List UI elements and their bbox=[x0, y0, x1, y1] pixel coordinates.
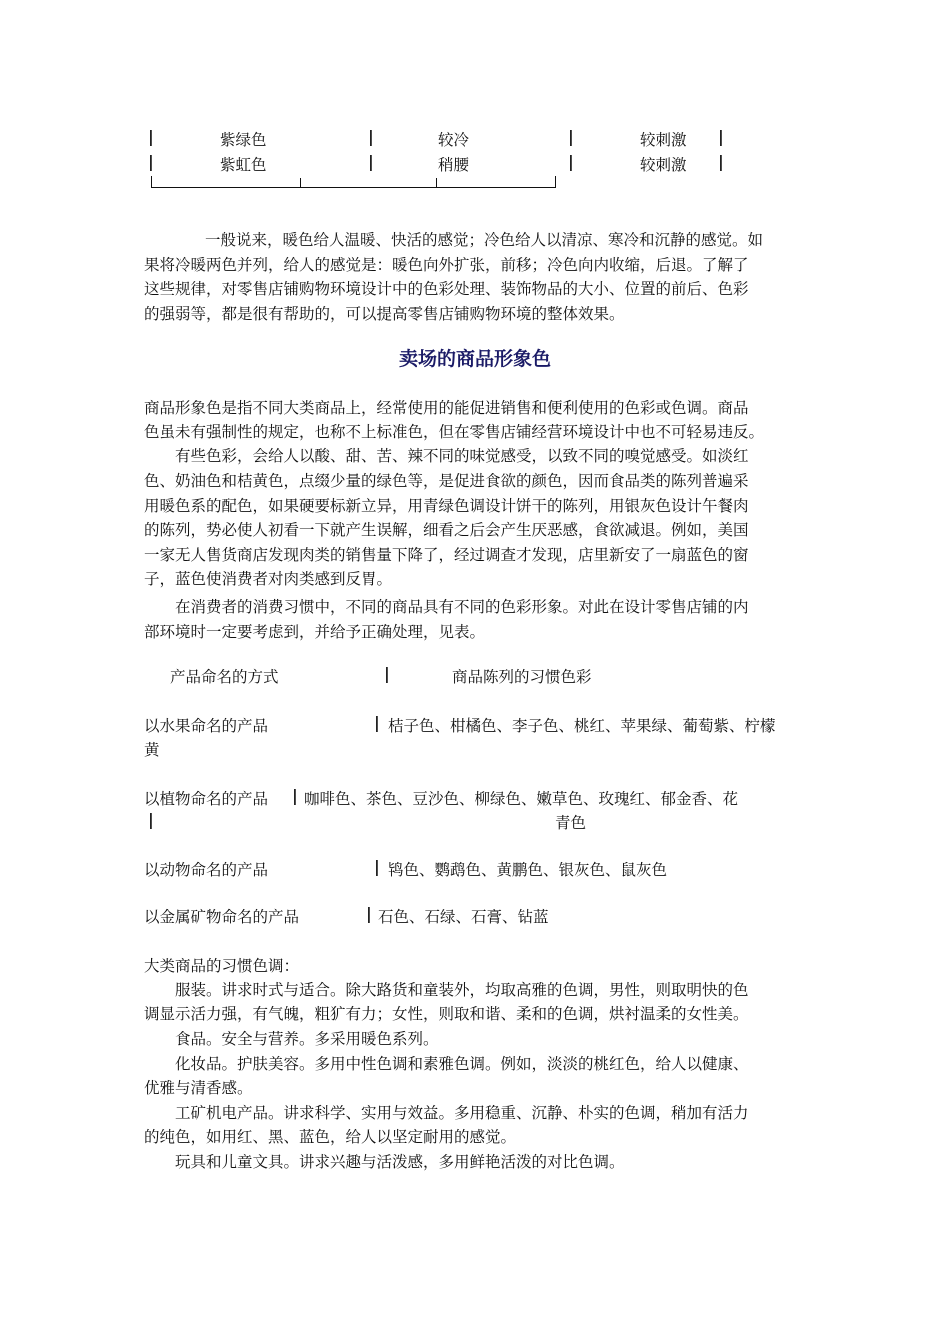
table-border bbox=[300, 178, 301, 188]
text-line: 服装。讲求时式与适合。除大路货和童装外，均取高雅的色调，男性，则取明快的色 bbox=[175, 981, 749, 999]
table-border: | bbox=[368, 127, 374, 146]
table-border: | bbox=[568, 152, 574, 171]
table-cell-color: 紫绿色 bbox=[220, 131, 267, 149]
table-row-colors: 咖啡色、茶色、豆沙色、柳绿色、嫩草色、玫瑰红、郁金香、花 bbox=[304, 790, 739, 808]
table-row-name: 以动物命名的产品 bbox=[144, 861, 269, 879]
table-row-name: 以金属矿物命名的产品 bbox=[144, 908, 300, 926]
table-border: | bbox=[384, 664, 390, 683]
table-row-colors: 桔子色、柑橘色、李子色、桃红、苹果绿、葡萄紫、柠檬 bbox=[388, 717, 776, 735]
table-border: | bbox=[374, 857, 380, 876]
table-row-name: 以水果命名的产品 bbox=[144, 717, 269, 735]
section-title: 卖场的商品形象色 bbox=[398, 348, 551, 370]
table-row-colors: 鸨色、鹦鹉色、黄鹏色、银灰色、鼠灰色 bbox=[388, 861, 668, 879]
text-line: 这些规律，对零售店铺购物环境设计中的色彩处理、装饰物品的大小、位置的前后、色彩 bbox=[144, 280, 749, 298]
text-line: 用暖色系的配色，如果硬要标新立异，用青绿色调设计饼干的陈列，用银灰色设计午餐肉 bbox=[144, 497, 749, 515]
table-row-colors: 石色、石绿、石膏、钻蓝 bbox=[378, 908, 549, 926]
table-border: | bbox=[148, 810, 154, 829]
text-line: 的强弱等，都是很有帮助的，可以提高零售店铺购物环境的整体效果。 bbox=[144, 305, 625, 323]
table-cell-temp: 稍腰 bbox=[438, 156, 470, 174]
text-line: 商品形象色是指不同大类商品上，经常使用的能促进销售和便利使用的色彩或色调。商品 bbox=[144, 399, 749, 417]
text-line: 的陈列，势必使人初看一下就产生误解，细看之后会产生厌恶感，食欲减退。例如，美国 bbox=[144, 521, 749, 539]
text-line: 在消费者的消费习惯中，不同的商品具有不同的色彩形象。对此在设计零售店铺的内 bbox=[175, 598, 749, 616]
text-line: 色、奶油色和桔黄色，点缀少量的绿色等，是促进食欲的颜色，因而食品类的陈列普遍采 bbox=[144, 472, 749, 490]
subheading: 大类商品的习惯色调： bbox=[144, 957, 300, 975]
table-border: | bbox=[292, 786, 298, 805]
table-border bbox=[555, 176, 556, 188]
table-row-colors-wrap: 黄 bbox=[144, 741, 160, 759]
text-line: 色虽未有强制性的规定，也称不上标准色，但在零售店铺经营环境设计中也不可轻易违反。 bbox=[144, 423, 765, 441]
text-line: 有些色彩，会给人以酸、甜、苦、辣不同的味觉感受，以致不同的嗅觉感受。如淡红 bbox=[175, 447, 749, 465]
table-border: | bbox=[718, 152, 724, 171]
text-line: 的纯色，如用红、黑、蓝色，给人以坚定耐用的感觉。 bbox=[144, 1128, 517, 1146]
table-row-name: 以植物命名的产品 bbox=[144, 790, 269, 808]
text-line: 玩具和儿童文具。讲求兴趣与活泼感，多用鲜艳活泼的对比色调。 bbox=[175, 1153, 625, 1171]
text-line: 一般说来，暖色给人温暖、快活的感觉；冷色给人以清凉、寒冷和沉静的感觉。如 bbox=[205, 231, 764, 249]
table-border: | bbox=[718, 127, 724, 146]
table-border: | bbox=[368, 152, 374, 171]
table-cell-effect: 较刺激 bbox=[640, 131, 687, 149]
text-line: 食品。安全与营养。多采用暖色系列。 bbox=[175, 1030, 439, 1048]
table-cell-color: 紫虹色 bbox=[220, 156, 267, 174]
text-line: 果将冷暖两色并列，给人的感觉是：暖色向外扩张，前移；冷色向内收缩，后退。了解了 bbox=[144, 256, 749, 274]
table-header: 产品命名的方式 bbox=[170, 668, 279, 686]
text-line: 工矿机电产品。讲求科学、实用与效益。多用稳重、沉静、朴实的色调，稍加有活力 bbox=[175, 1104, 749, 1122]
table-border: | bbox=[366, 904, 372, 923]
table-border: | bbox=[148, 152, 154, 171]
table-border: | bbox=[568, 127, 574, 146]
table-border: | bbox=[374, 713, 380, 732]
table-cell-temp: 较冷 bbox=[438, 131, 470, 149]
text-line: 优雅与清香感。 bbox=[144, 1079, 253, 1097]
text-line: 一家无人售货商店发现肉类的销售量下降了，经过调查才发现，店里新安了一扇蓝色的窗 bbox=[144, 546, 749, 564]
table-border bbox=[436, 178, 437, 188]
table-border: | bbox=[148, 127, 154, 146]
text-line: 子，蓝色使消费者对肉类感到反胃。 bbox=[144, 570, 393, 588]
table-cell-effect: 较刺激 bbox=[640, 156, 687, 174]
table-row-colors-wrap: 青色 bbox=[555, 814, 587, 832]
text-line: 部环境时一定要考虑到，并给予正确处理，见表。 bbox=[144, 623, 486, 641]
text-line: 化妆品。护肤美容。多用中性色调和素雅色调。例如，淡淡的桃红色，给人以健康、 bbox=[175, 1055, 749, 1073]
text-line: 调显示活力强，有气魄，粗犷有力；女性，则取和谐、柔和的色调，烘衬温柔的女性美。 bbox=[144, 1005, 749, 1023]
table-bottom-rule bbox=[151, 187, 555, 188]
table-header: 商品陈列的习惯色彩 bbox=[452, 668, 592, 686]
